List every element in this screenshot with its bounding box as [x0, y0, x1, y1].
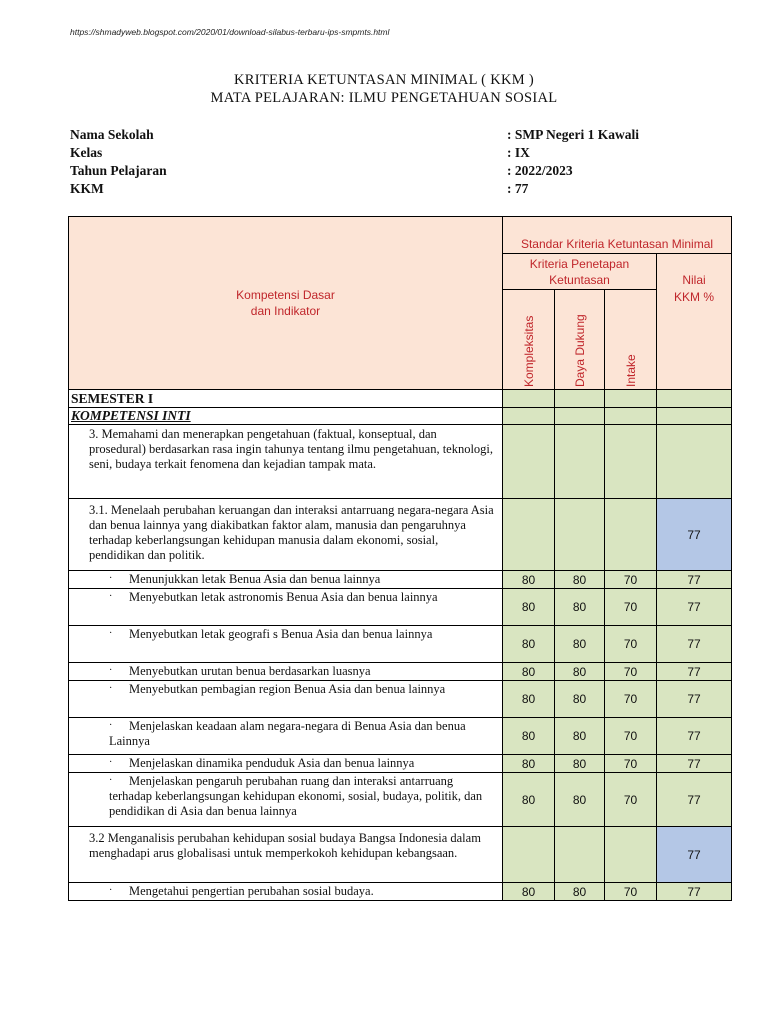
header-kompleksitas-label: Kompleksitas — [521, 315, 536, 387]
cell-intake: 70 — [605, 883, 657, 901]
header-nilai-line2: KKM % — [674, 290, 715, 304]
info-value: : SMP Negeri 1 Kawali — [507, 127, 639, 142]
semester-row — [69, 390, 732, 408]
cell-daya-dukung: 80 — [555, 883, 605, 901]
cell-nilai: 77 — [657, 589, 732, 626]
info-value: : IX — [507, 145, 530, 160]
info-label: Nama Sekolah — [70, 127, 154, 142]
cell-intake: 70 — [605, 571, 657, 589]
cell-kompleksitas: 80 — [503, 681, 555, 718]
table-row — [69, 571, 732, 589]
cell-intake: 70 — [605, 755, 657, 773]
info-row-year — [70, 163, 730, 181]
kd31-nilai: 77 — [657, 499, 732, 571]
indicator-text: · Mengetahui pengertian perubahan sosial budaya. — [69, 883, 503, 901]
cell-nilai: 77 — [657, 773, 732, 827]
info-label: Tahun Pelajaran — [70, 163, 167, 178]
indicator-text: · Menjelaskan keadaan alam negara-negara di Benua Asia dan benua Lainnya — [69, 718, 503, 755]
header-kriteria-line2: Ketuntasan — [549, 272, 610, 287]
ki3-row — [69, 425, 732, 499]
table-row — [69, 755, 732, 773]
kd32-nilai: 77 — [657, 827, 732, 883]
table-row — [69, 681, 732, 718]
cell-intake: 70 — [605, 626, 657, 663]
ki3-text: 3. Memahami dan menerapkan pengetahuan (faktual, konseptual, dan prosedural) berdasarkan rasa ingin tahunya tentang ilmu pengetahuan, teknologi, seni, budaya terkait fenomena dan kejadian tampak mata. — [69, 425, 503, 499]
indicator-text: · Menjelaskan pengaruh perubahan ruang dan interaksi antarruang terhadap keberlangsungan kehidupan ekonomi, sosial, budaya, politik, dan pendidikan di Asia dan benua lainnya — [69, 773, 503, 827]
header-nilai — [657, 254, 732, 390]
kkm-table — [68, 216, 732, 901]
info-value: : 77 — [507, 181, 529, 196]
header-intake-label: Intake — [623, 354, 638, 387]
header-kompetensi-dasar — [69, 217, 503, 390]
indicator-text: · Menunjukkan letak Benua Asia dan benua lainnya — [69, 571, 503, 589]
header-nilai-line1: Nilai — [682, 273, 706, 287]
cell-kompleksitas: 80 — [503, 626, 555, 663]
info-value: : 2022/2023 — [507, 163, 573, 178]
info-row-class — [70, 145, 730, 163]
cell-daya-dukung: 80 — [555, 773, 605, 827]
cell-nilai: 77 — [657, 626, 732, 663]
info-row-kkm — [70, 181, 730, 199]
indicator-text: · Menjelaskan dinamika penduduk Asia dan benua lainnya — [69, 755, 503, 773]
cell-daya-dukung: 80 — [555, 626, 605, 663]
cell-kompleksitas: 80 — [503, 663, 555, 681]
indicator-text: · Menyebutkan pembagian region Benua Asia dan benua lainnya — [69, 681, 503, 718]
table-row — [69, 773, 732, 827]
doc-title: KRITERIA KETUNTASAN MINIMAL ( KKM ) — [234, 72, 534, 88]
indicator-text: · Menyebutkan letak astronomis Benua Asia dan benua lainnya — [69, 589, 503, 626]
cell-intake: 70 — [605, 773, 657, 827]
table-row — [69, 663, 732, 681]
header-daya-dukung-label: Daya Dukung — [572, 314, 587, 387]
cell-kompleksitas: 80 — [503, 589, 555, 626]
header-kd-line1: Kompetensi Dasar — [236, 288, 335, 302]
cell-daya-dukung: 80 — [555, 589, 605, 626]
cell-daya-dukung: 80 — [555, 663, 605, 681]
kd31-row — [69, 499, 732, 571]
cell-kompleksitas: 80 — [503, 773, 555, 827]
info-label: KKM — [70, 181, 104, 196]
cell-nilai: 77 — [657, 681, 732, 718]
header-standar: Standar Kriteria Ketuntasan Minimal — [503, 217, 732, 254]
cell-nilai: 77 — [657, 663, 732, 681]
header-kd-line2: dan Indikator — [250, 304, 321, 318]
table-row — [69, 718, 732, 755]
header-daya-dukung — [555, 290, 605, 390]
cell-intake: 70 — [605, 718, 657, 755]
header-intake — [605, 290, 657, 390]
cell-intake: 70 — [605, 663, 657, 681]
cell-daya-dukung: 80 — [555, 571, 605, 589]
cell-kompleksitas: 80 — [503, 571, 555, 589]
header-kriteria-line1: Kriteria Penetapan — [529, 256, 630, 271]
cell-kompleksitas: 80 — [503, 755, 555, 773]
kd31-text: 3.1. Menelaah perubahan keruangan dan interaksi antarruang negara-negara Asia dan benua lainnya yang diakibatkan faktor alam, manusia dan pengaruhnya terhadap keberlangsungan kehidupan manusia dalam ekonomi, sosial, pendidikan dan politik. — [69, 499, 503, 571]
cell-daya-dukung: 80 — [555, 681, 605, 718]
info-row-school — [70, 127, 730, 145]
info-label: Kelas — [70, 145, 103, 160]
cell-nilai: 77 — [657, 571, 732, 589]
header-kriteria — [503, 254, 657, 290]
cell-intake: 70 — [605, 589, 657, 626]
cell-nilai: 77 — [657, 755, 732, 773]
cell-nilai: 77 — [657, 883, 732, 901]
cell-nilai: 77 — [657, 718, 732, 755]
indicator-text: · Menyebutkan letak geografi s Benua Asia dan benua lainnya — [69, 626, 503, 663]
indicator-text: · Menyebutkan urutan benua berdasarkan luasnya — [69, 663, 503, 681]
cell-kompleksitas: 80 — [503, 883, 555, 901]
cell-daya-dukung: 80 — [555, 718, 605, 755]
table-row — [69, 626, 732, 663]
ki-row — [69, 408, 732, 425]
cell-daya-dukung: 80 — [555, 755, 605, 773]
kd32-text: 3.2 Menganalisis perubahan kehidupan sosial budaya Bangsa Indonesia dalam menghadapi arus globalisasi untuk memperkokoh kehidupan kebangsaan. — [69, 827, 503, 883]
cell-intake: 70 — [605, 681, 657, 718]
kd32-row — [69, 827, 732, 883]
kompetensi-inti-label: KOMPETENSI INTI — [69, 408, 503, 425]
table-row — [69, 883, 732, 901]
semester-label: SEMESTER I — [69, 390, 503, 408]
table-row — [69, 589, 732, 626]
cell-kompleksitas: 80 — [503, 718, 555, 755]
header-kompleksitas — [503, 290, 555, 390]
doc-subtitle: MATA PELAJARAN: ILMU PENGETAHUAN SOSIAL — [210, 90, 558, 106]
source-url: https://shmadyweb.blogspot.com/2020/01/download-silabus-terbaru-ips-smpmts.html — [70, 27, 390, 37]
